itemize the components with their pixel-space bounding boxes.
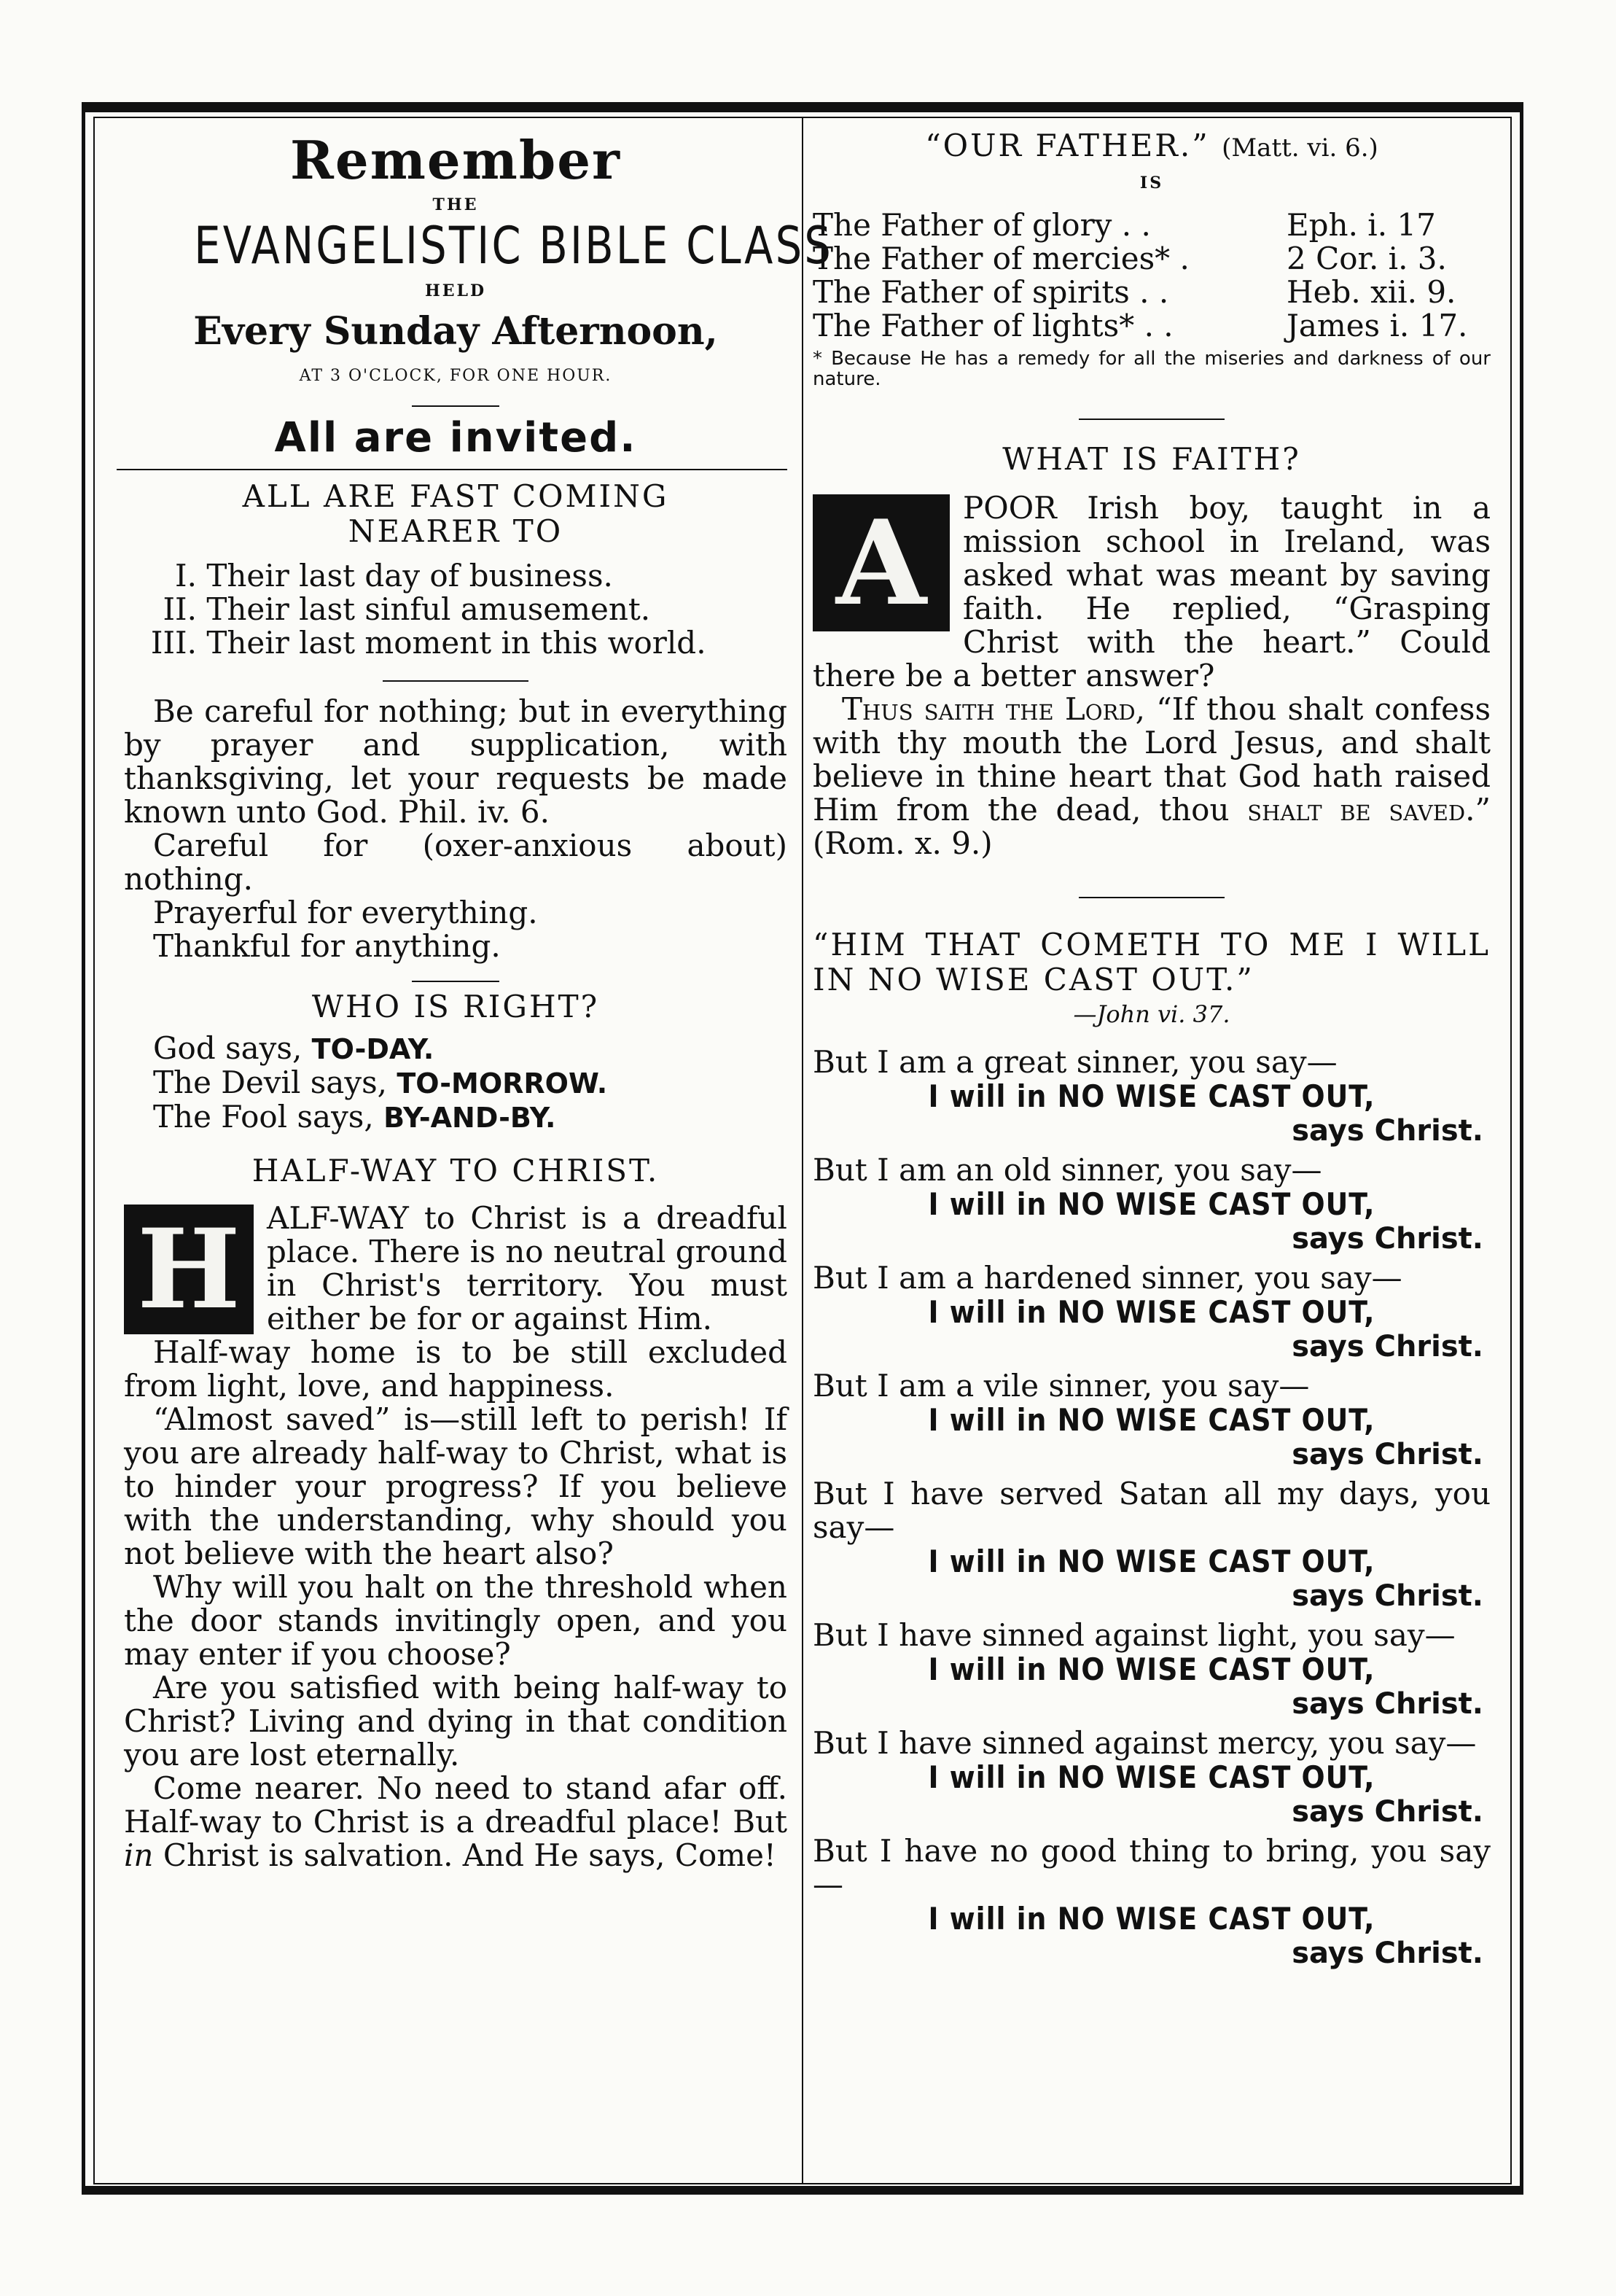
list-item: But I have no good thing to bring, you say — I will in NO WISE CAST OUT, says Christ. — [813, 1833, 1491, 1970]
cast-out-list — [813, 1046, 1491, 1970]
list-item: The Father of spirits . . Heb. xii. 9. — [813, 274, 1456, 310]
faith-heading: WHAT IS FAITH? — [1002, 441, 1301, 477]
list-item: I. Their last day of business. — [175, 558, 613, 594]
faith-paragraph: POOR Irish boy, taught in a mission school in Ireland, was asked what was meant by saving faith. He replied, “Grasping Christ with the heart.” Could there be a better answer? — [813, 490, 1491, 693]
him-ref: —John vi. 37. — [1073, 1000, 1230, 1028]
prayerful-line: Prayerful for everything. — [153, 895, 538, 930]
time-label: AT 3 O'CLOCK, FOR ONE HOUR. — [299, 367, 612, 385]
list-item: The Father of mercies* . 2 Cor. i. 3. — [813, 241, 1447, 276]
the-label: THE — [432, 195, 479, 214]
faith-paragraph: Thus saith the Lord, “If thou shalt confess with thy mouth the Lord Jesus, and shalt believe in thine heart that God hath raised Him from the dead, thou shalt be saved.” (Rom. x. 9.) — [813, 691, 1491, 861]
held-label: HELD — [424, 281, 487, 300]
divider — [412, 405, 499, 407]
father-list — [813, 209, 1491, 343]
halfway-paragraph: “Almost saved” is—still left to perish! If you are already half-way to Christ, what is to hinder your progress? If you believe with the understanding, why should you not believe with the heart also? — [124, 1401, 787, 1571]
faith-section — [813, 491, 1491, 860]
remember-title: Remember — [290, 129, 621, 191]
list-item: III. Their last moment in this world. — [150, 625, 706, 661]
list-item: But I am an old sinner, you say— I will in NO WISE CAST OUT, says Christ. — [813, 1152, 1483, 1256]
invited-heading: All are invited. — [274, 414, 637, 462]
is-label: IS — [1139, 174, 1164, 192]
list-item: The Father of glory . . Eph. i. 17 — [813, 207, 1436, 243]
him-heading: “HIM THAT COMETH TO ME I WILL IN NO WISE CAST OUT.” — [813, 927, 1491, 997]
who-list — [124, 1032, 787, 1135]
list-item: II. Their last sinful amusement. — [163, 591, 651, 627]
halfway-paragraph: Are you satisfied with being half-way to Christ? Living and dying in that condition you are lost eternally. — [124, 1670, 787, 1772]
careful-line: Careful for (oxer-anxious about) nothing. — [124, 828, 787, 897]
list-item: God says, TO-DAY. — [153, 1030, 434, 1066]
dropcap-a: A — [813, 494, 950, 631]
halfway-paragraph: Come nearer. No need to stand afar off. Half-way to Christ is a dreadful place! But in Christ is salvation. And He says, Come! — [124, 1770, 787, 1873]
class-title: EVANGELISTIC BIBLE CLASS — [194, 216, 834, 276]
halfway-paragraph: ALF-WAY to Christ is a dreadful place. There is no neutral ground in Christ's territory. You must either be for or against Him. — [267, 1200, 787, 1336]
list-item: But I am a vile sinner, you say— I will in NO WISE CAST OUT, says Christ. — [813, 1368, 1483, 1471]
list-item: But I have sinned against light, you say— I will in NO WISE CAST OUT, says Christ. — [813, 1617, 1483, 1721]
halfway-paragraph: Half-way home is to be still excluded from light, love, and happiness. — [124, 1334, 787, 1404]
careful-paragraph: Be careful for nothing; but in everything by prayer and supplication, with thanksgiving, let your requests be made known unto God. Phil. iv. 6. — [124, 693, 787, 830]
list-item: But I have served Satan all my days, you say— I will in NO WISE CAST OUT, says Christ. — [813, 1476, 1491, 1613]
dropcap-h: H — [124, 1205, 254, 1334]
column-divider — [802, 117, 803, 2184]
every-sunday: Every Sunday Afternoon, — [193, 309, 718, 354]
left-column — [124, 128, 834, 1873]
halfway-paragraph: Why will you halt on the threshold when the door stands invitingly open, and you may enter if you choose? — [124, 1569, 787, 1672]
divider — [117, 469, 787, 470]
fast-heading: ALL ARE FAST COMING NEARER TO — [242, 478, 669, 549]
fast-list — [124, 559, 787, 660]
list-item: But I am a great sinner, you say— I will in NO WISE CAST OUT, says Christ. — [813, 1044, 1483, 1148]
list-item: But I have sinned against mercy, you say— I will in NO WISE CAST OUT, says Christ. — [813, 1725, 1483, 1829]
divider — [383, 680, 528, 682]
list-item: The Devil says, TO-MORROW. — [153, 1065, 608, 1100]
father-footnote: * Because He has a remedy for all the miseries and darkness of our nature. — [813, 348, 1491, 390]
father-heading: “OUR FATHER.” (Matt. vi. 6.) — [925, 128, 1378, 163]
thankful-line: Thankful for anything. — [153, 928, 501, 964]
divider — [412, 981, 499, 982]
right-column — [813, 128, 1491, 1970]
halfway-section — [124, 1202, 787, 1872]
divider — [1079, 897, 1225, 898]
list-item: The Fool says, BY-AND-BY. — [153, 1099, 556, 1135]
halfway-heading: HALF-WAY TO CHRIST. — [251, 1153, 660, 1188]
divider — [1079, 419, 1225, 420]
who-heading: WHO IS RIGHT? — [311, 989, 600, 1024]
list-item: The Father of lights* . . James i. 17. — [813, 308, 1468, 343]
list-item: But I am a hardened sinner, you say— I will in NO WISE CAST OUT, says Christ. — [813, 1260, 1483, 1363]
